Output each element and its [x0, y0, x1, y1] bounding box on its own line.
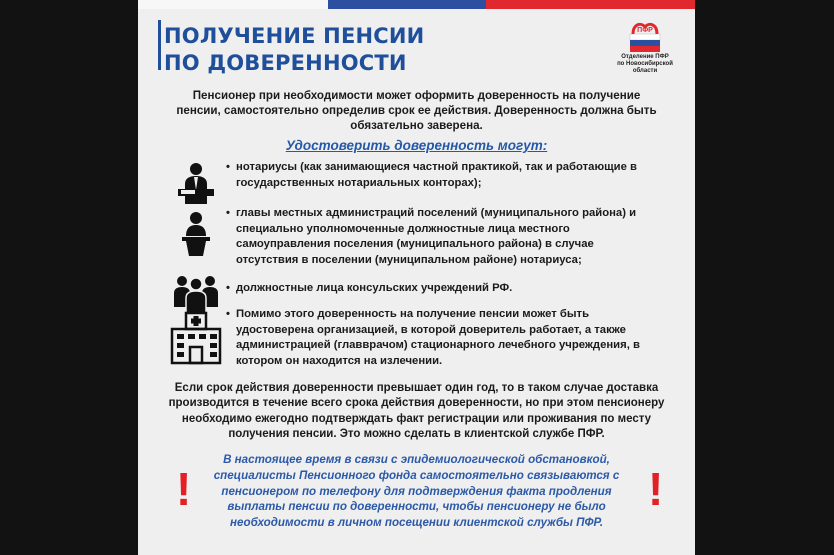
item-text [226, 307, 676, 369]
item-line: отсутствия в поселении (муниципальном районе) нотариуса; [236, 253, 582, 266]
pfr-emblem-icon [625, 18, 665, 54]
bullet-icon: • [226, 282, 230, 294]
intro-line-3: обязательно заверена. [350, 119, 483, 132]
bullet-icon: • [226, 207, 230, 219]
paragraph-line: получения пенсии. Это можно сделать в клиентской службе ПФР. [228, 428, 605, 441]
paragraph-line: Если срок действия доверенности превышает один год, то в таком случае доставка [174, 382, 659, 394]
section-subheading: Удостоверить доверенность могут: [285, 138, 548, 153]
paragraph-line: необходимо ежегодно подтверждать факт регистрации или проживания по месту [181, 412, 652, 425]
item-line: Помимо этого доверенность на получение пенсии может быть [236, 308, 590, 320]
notice-line: пенсионером по телефону для подтверждения факта продления [221, 484, 612, 498]
bullet-icon: • [226, 308, 230, 320]
pfr-logo [616, 18, 674, 75]
infographic-page [138, 0, 695, 555]
item-text [226, 206, 676, 268]
item-line: самоуправления поселения (муниципального района) в случае [236, 238, 594, 251]
stripe-white [138, 0, 328, 9]
notice-line: специалисты Пенсионного фонда самостоятельно связываются с [213, 468, 620, 482]
title-line-1: ПОЛУЧЕНИЕ ПЕНСИИ [164, 24, 425, 48]
hospital-icon [166, 311, 226, 367]
item-line: администрацией (главврачом) стационарного лечебного учреждения, в [236, 339, 640, 352]
logo-caption [616, 54, 674, 75]
item-line: удостоверена организацией, в которой доверитель работает, а также [236, 323, 626, 336]
logo-glyph: ПФР [637, 27, 653, 34]
intro-line-1: Пенсионер при необходимости может оформить доверенность на получение [192, 89, 641, 102]
group-people-icon [166, 267, 226, 315]
validity-paragraph [166, 381, 667, 443]
item-text [226, 160, 676, 191]
item-line: котором он находится на излечении. [236, 354, 443, 367]
item-text [226, 281, 676, 297]
logo-caption-line-1: Отделение ПФР [621, 54, 669, 60]
item-line: должностные лица консульских учреждений РФ. [236, 282, 513, 294]
notice-line: необходимости в личном посещении клиентской службы ПФР. [229, 516, 604, 530]
intro-line-2: пенсии, самостоятельно определив срок ее действия. Доверенность должна быть [176, 104, 657, 117]
stripe-red [486, 0, 695, 9]
intro-text [168, 88, 665, 133]
item-line: главы местных администраций поселений (муниципального района) и [236, 207, 637, 219]
speaker-podium-icon [166, 210, 226, 258]
exclamation-icon-left: ! [176, 463, 192, 515]
title-accent-bar [158, 20, 161, 70]
logo-caption-line-2: по Новосибирской [617, 61, 673, 67]
title-line-2: ПО ДОВЕРЕННОСТИ [164, 51, 407, 75]
stripe-blue [328, 0, 486, 9]
epidemic-notice [196, 452, 637, 531]
paragraph-line: производится в течение всего срока действия доверенности, но при этом пенсионеру [168, 397, 665, 410]
notice-line: выплаты пенсии по доверенности, чтобы пенсионеру не было [227, 500, 606, 514]
logo-caption-line-3: области [632, 68, 658, 74]
notary-icon [166, 160, 226, 208]
bullet-icon: • [226, 161, 230, 173]
item-line: государственных нотариальных конторах); [236, 176, 482, 189]
item-line: специально уполномоченные должностные лица местного [236, 222, 570, 235]
exclamation-icon-right: ! [648, 463, 664, 515]
page-title [164, 23, 434, 77]
notice-line: В настоящее время в связи с эпидемиологической обстановкой, [223, 453, 610, 466]
item-line: нотариусы (как занимающиеся частной практикой, так и работающие в [236, 161, 637, 173]
